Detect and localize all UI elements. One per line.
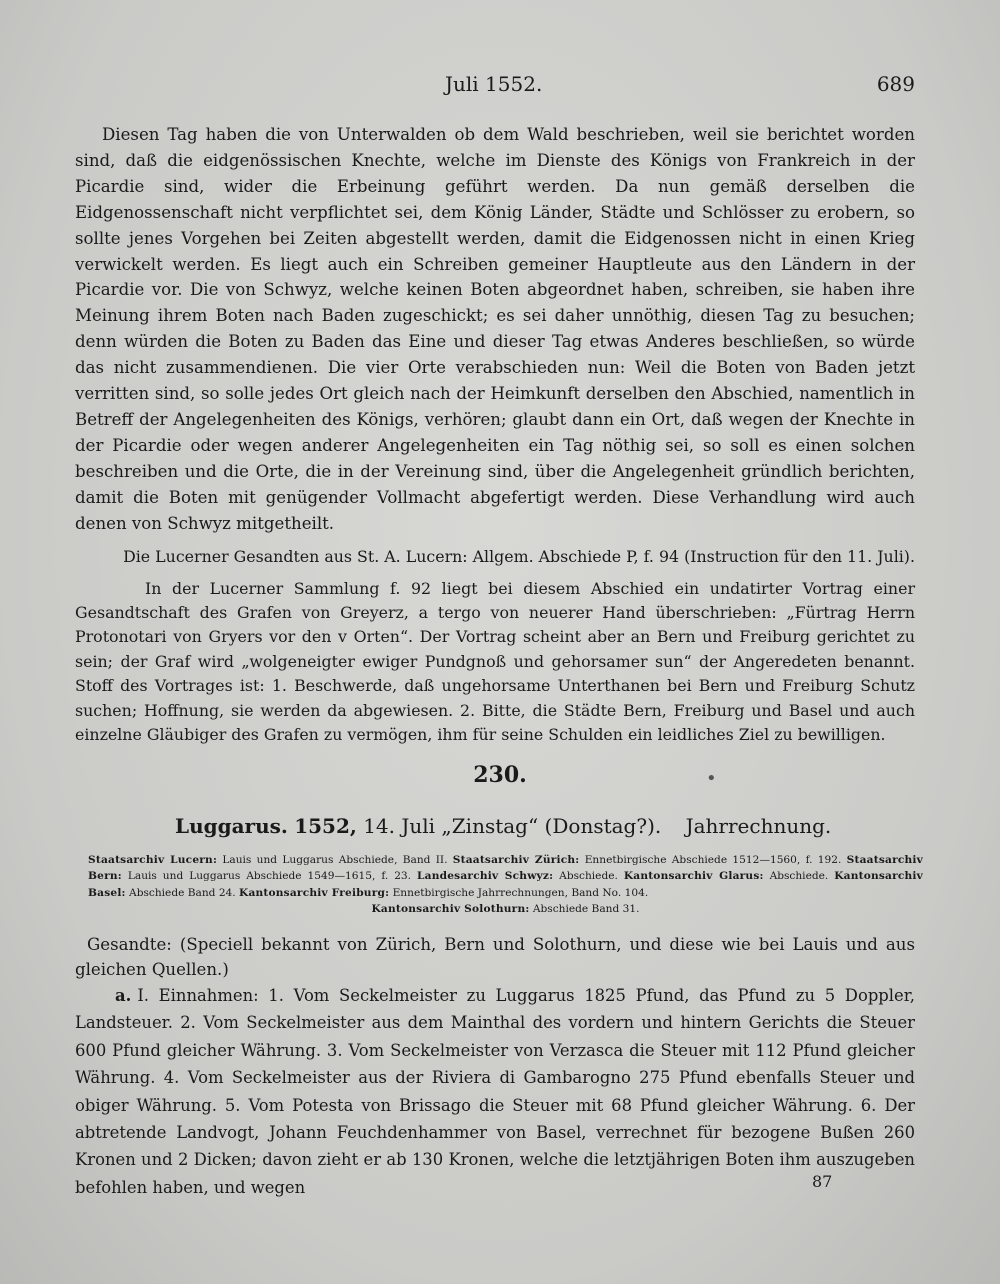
archive-label: Kantonsarchiv Solothurn: — [371, 902, 530, 915]
main-text — [75, 122, 915, 747]
archive-label: Kantonsarchiv Glarus: — [623, 870, 764, 883]
page-number: 689 — [876, 72, 915, 96]
archive-text: Abschiede. — [769, 870, 829, 883]
page-header — [75, 72, 915, 104]
source-reference: Die Lucerner Gesandten aus St. A. Lucern: Allgem. Abschiede P, f. 94 (Instruction für den 11. Juli). — [123, 546, 915, 566]
entry-place: Luggarus. — [175, 814, 288, 838]
archive-text: Lauis und Luggarus Abschiede, Band II. — [222, 854, 448, 866]
archive-label: Staatsarchiv Lucern: — [88, 854, 218, 866]
envoys-paragraph: Gesandte: (Speciell bekannt von Zürich, Bern und Solothurn, und diese wie bei Lauis und aus gleichen Quellen.) — [75, 935, 915, 979]
archive-text: Abschiede Band 24. — [129, 886, 236, 899]
entry-number: 230. — [473, 762, 527, 788]
archive-text: Ennetbirgische Abschiede 1512—1560, f. 192. — [584, 854, 842, 866]
section-text: I. Einnahmen: 1. Vom Seckelmeister zu Luggarus 1825 Pfund, das Pfund zu 5 Doppler, Landsteuer. 2. Vom Seckelmeister aus dem Mainthal des vordern und hintern Gerichts die Steuer 600 Pfund gleicher Währung. 3. Vom Seckelmeister von Verzasca die Steuer mit 112 Pfund gleicher Währung. 4. Vom Seckelmeister aus der Riviera di Gambarogno 275 Pfund ebenfalls Steuer und obiger Währung. 5. Vom Potesta von Brissago die Steuer mit 68 Pfund gleicher Währung. 6. Der abtretende Landvogt, Johann Feuchdenhammer von Basel, verrechnet für bezogene Bußen 260 Kronen und 2 Dicken; davon zieht er ab 130 Kronen, welche die letztjährigen Boten ihm auszugeben befohlen haben, und wegen — [75, 986, 915, 1197]
archive-label: Staatsarchiv Zürich: — [452, 854, 580, 866]
signature-mark: 87 — [812, 1172, 833, 1191]
archive-text: Abschiede Band 31. — [532, 902, 640, 915]
archive-sources — [88, 852, 923, 917]
entry-kind: Jahrrechnung. — [685, 814, 832, 838]
section-marker: a. — [115, 986, 132, 1005]
archive-text: Lauis und Luggarus Abschiede 1549—1615, f. 23. — [127, 870, 412, 883]
entry-year: 1552, — [294, 814, 357, 838]
ink-dot: • — [706, 768, 717, 789]
archive-text: Abschiede. — [559, 870, 618, 883]
archive-label: Staatsarchiv Bern: — [88, 854, 923, 883]
archive-label: Kantonsarchiv Freiburg: — [239, 886, 390, 899]
archive-label: Kantonsarchiv Basel: — [88, 870, 924, 899]
archive-text: Ennetbirgische Jahrrechnungen, Band No. 104. — [392, 886, 649, 899]
section-a — [75, 982, 915, 1201]
archive-label: Landesarchiv Schwyz: — [417, 870, 554, 883]
running-title: Juli 1552. — [445, 72, 543, 96]
entry-heading — [175, 814, 831, 838]
entry-date: 14. Juli „Zinstag“ (Donstag?). — [363, 814, 662, 838]
body-paragraph: Diesen Tag haben die von Unterwalden ob dem Wald beschrieben, weil sie berichtet worden sind, daß die eidgenössischen Knechte, welche im Dienste des Königs von Frankreich in der Picardie sind, wider die Erbeinung geführt werden. Da nun gemäß derselben die Eidgenossenschaft nicht verpflichtet sei, dem König Länder, Städte und Schlösser zu erobern, so sollte jenes Vorgehen bei Zeiten abgestellt werden, damit die Eidgenossen nicht in einen Krieg verwickelt werden. Es liegt auch ein Schreiben gemeiner Hauptleute aus den Ländern in der Picardie vor. Die von Schwyz, welche keinen Boten abgeordnet haben, schreiben, sie haben ihre Meinung ihrem Boten nach Baden zugeschickt; es sei daher unnöthig, diesen Tag zu besuchen; denn würden die Boten zu Baden das Eine und dieser Tag etwas Anderes beschließen, so würde das nicht zusammendienen. Die vier Orte verabschieden nun: Weil die Boten von Baden jetzt verritten sind, so solle jedes Ort gleich nach der Heimkunft derselben den Abschied, namentlich in Betreff der Angelegenheiten des Königs, verhören; glaubt dann ein Ort, daß wegen der Knechte in der Picardie oder wegen anderer Angelegenheiten ein Tag nöthig sei, so soll es einen solchen beschreiben und die Orte, die in der Vereinung sind, über die Angelegenheit gründlich berichten, damit die Boten mit genügender Vollmacht abgefertigt werden. Diese Verhandlung wird auch denen von Schwyz mitgetheilt. — [75, 125, 915, 533]
editorial-note: In der Lucerner Sammlung f. 92 liegt bei diesem Abschied ein undatirter Vortrag einer Gesandtschaft des Grafen von Greyerz, a tergo von neuerer Hand überschrieben: „Fürtrag Herrn Protonotari von Gryers vor den v Orten“. Der Vortrag scheint aber an Bern und Freiburg gerichtet zu sein; der Graf wird „wolgeneigter ewiger Pundgnoß und gehorsamer sun“ der Angeredeten benannt. Stoff des Vortrages ist: 1. Beschwerde, daß ungehorsame Unterthanen bei Bern und Freiburg Schutz suchen; Hoffnung, sie werden da abgewiesen. 2. Bitte, die Städte Bern, Freiburg und Basel und auch einzelne Gläubiger des Grafen zu vermögen, ihm für seine Schulden ein leidliches Ziel zu bewilligen. — [75, 578, 915, 744]
